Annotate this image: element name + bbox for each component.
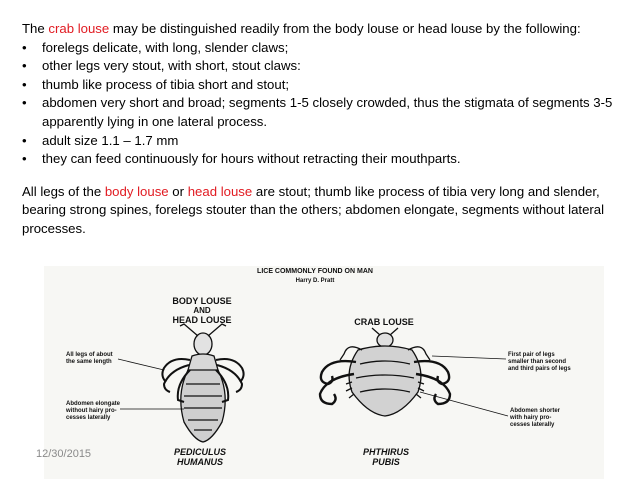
- crab-louse-term: crab louse: [48, 21, 110, 36]
- species-right: PUBIS: [372, 457, 400, 467]
- note-abdomen-right-line3: cesses laterally: [510, 422, 555, 428]
- intro-text-end: may be distinguished readily from the body louse or head louse by the following:: [109, 21, 581, 36]
- note-abdomen-left-line2: without hairy pro-: [66, 408, 117, 414]
- note-legs-line1: All legs of about: [66, 352, 113, 358]
- figure-background: [44, 266, 604, 479]
- note-first-legs-line1: First pair of legs: [508, 352, 555, 358]
- note-first-legs-line3: and third pairs of legs: [508, 366, 571, 372]
- para2-text-start: All legs of the: [22, 183, 105, 199]
- slide-text: [22, 20, 622, 239]
- note-abdomen-right-line1: Abdomen shorter: [510, 408, 561, 414]
- para2-text-end: are stout; thumb like process of tibia very long and slender, bearing strong spines, forelegs stouter than the others; abdomen elongate, segments without lateral processes.: [22, 183, 605, 236]
- list-item: • thumb like process of tibia short and stout;: [22, 76, 622, 95]
- list-item: • other legs very stout, with short, stout claws:: [22, 57, 622, 76]
- note-abdomen-right-line2: with hairy pro-: [510, 415, 552, 421]
- note-legs-line2: the same length: [66, 359, 112, 365]
- list-item: • they can feed continuously for hours without retracting their mouthparts.: [22, 150, 622, 169]
- list-item: • adult size 1.1 – 1.7 mm: [22, 132, 622, 151]
- lice-figure-svg: [0, 264, 638, 479]
- comparison-paragraph: [22, 183, 622, 239]
- label-head-louse: HEAD LOUSE: [172, 315, 232, 325]
- species-left: HUMANUS: [177, 457, 223, 467]
- figure-title: LICE COMMONLY FOUND ON MAN: [257, 268, 373, 275]
- lice-illustration: [0, 264, 638, 479]
- slide-date: 12/30/2015: [36, 448, 92, 460]
- label-body-louse: BODY LOUSE: [172, 296, 232, 306]
- feature-list: [22, 39, 622, 169]
- head-louse-term: head louse: [187, 183, 253, 199]
- body-louse-term: body louse: [104, 183, 169, 199]
- note-abdomen-left-line3: cesses laterally: [66, 415, 111, 421]
- list-item: • forelegs delicate, with long, slender claws;: [22, 39, 622, 58]
- note-abdomen-left-line1: Abdomen elongate: [66, 401, 121, 407]
- list-item: • abdomen very short and broad; segments 1-5 closely crowded, thus the stigmata of segments 3-5 apparently lying in one lateral process.: [22, 94, 622, 131]
- intro-text-start: The: [22, 21, 49, 36]
- label-and: AND: [193, 306, 211, 315]
- para2-or: or: [168, 183, 188, 199]
- genus-right: PHTHIRUS: [362, 447, 410, 457]
- genus-left: PEDICULUS: [173, 447, 227, 457]
- label-crab-louse: CRAB LOUSE: [354, 317, 414, 327]
- intro-paragraph: [22, 20, 622, 39]
- note-first-legs-line2: smaller than second: [508, 359, 567, 365]
- figure-author: Harry D. Pratt: [295, 278, 335, 284]
